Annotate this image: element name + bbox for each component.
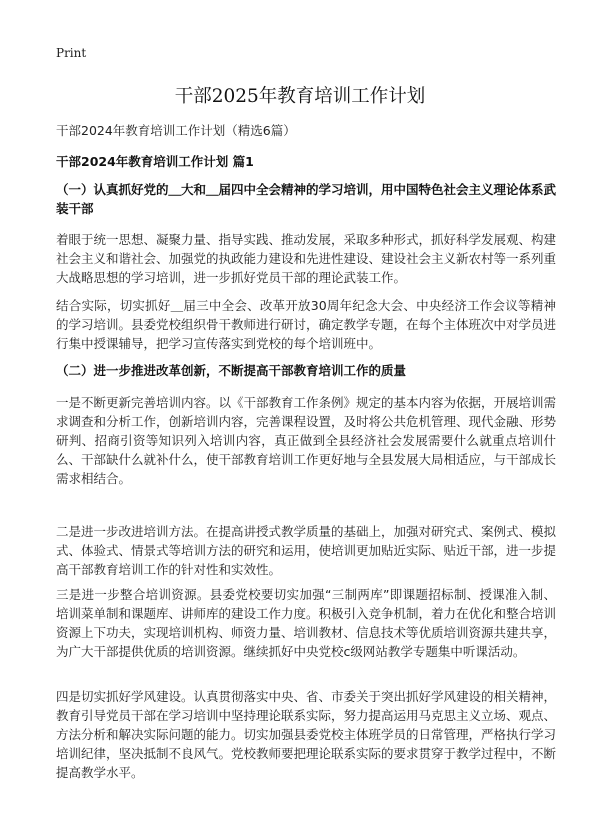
heading-2: （二）进一步推进改革创新，不断提高干部教育培训工作的质量 [56,363,407,378]
page-title: 干部2025年教育培训工作计划 [174,86,426,107]
paragraph-3: 一是不断更新完善培训内容。以《干部教育工作条例》规定的基本内容为依据，开展培训需求调查和分析工作，创新培训内容，完善课程设置，及时将公共危机管理、现代金融、形势研判、招商引资等知识列入培训内容，真正做到全县经济社会发展需要什么就重点培训什么、干部缺什么就补什么，使干部教育培训工作更好地与全县发展大局相适应，与干部成长需求相结合。 [56,395,557,486]
paragraph-4: 二是进一步改进培训方法。在提高讲授式教学质量的基础上，加强对研究式、案例式、模拟式、体验式、情景式等培训方法的研究和运用，使培训更加贴近实际、贴近干部，进一步提高干部教育培训工作的针对性和实效性。 [56,524,557,577]
paragraph-1: 着眼于统一思想、凝聚力量、指导实践、推动发展，采取多种形式，抓好科学发展观、构建社会主义和谐社会、加强党的执政能力建设和先进性建设、建设社会主义新农村等一系列重大战略思想的学习培训，进一步抓好党员干部的理论武装工作。 [56,232,557,285]
document-subtitle: 干部2024年教育培训工作计划（精选6篇） [56,123,296,138]
paragraph-2: 结合实际，切实抓好＿届三中全会、改革开放30周年纪念大会、中央经济工作会议等精神的学习培训。县委党校组织骨干教师进行研讨，确定教学专题，在每个主体班次中对学员进行集中授课辅导，把学习宣传落实到党校的每个培训班中。 [56,298,557,351]
heading-1: （一）认真抓好党的＿大和＿届四中全会精神的学习培训，用中国特色社会主义理论体系武装干部 [56,182,557,216]
section-title: 干部2024年教育培训工作计划 篇1 [56,154,254,169]
paragraph-5: 三是进一步整合培训资源。县委党校要切实加强“三制两库”即课题招标制、授课准入制、培训菜单制和课题库、讲师库的建设工作力度。积极引入竞争机制，着力在优化和整合培训资源上下功夫，实现培训机构、师资力量、培训教材、信息技术等优质培训资源共建共享，为广大干部提供优质的培训资源。继续抓好中央党校c级网站教学专题集中听课活动。 [56,587,557,659]
paragraph-6: 四是切实抓好学风建设。认真贯彻落实中央、省、市委关于突出抓好学风建设的相关精神，教育引导党员干部在学习培训中坚持理论联系实际，努力提高运用马克思主义立场、观点、方法分析和解决实际问题的能力。切实加强县委党校主体班学员的日常管理，严格执行学习培训纪律，坚决抵制不良风气。党校教师要把理论联系实际的要求贯穿于教学过程中，不断提高教学水平。 [56,689,557,780]
print-link[interactable]: Print [56,46,87,60]
